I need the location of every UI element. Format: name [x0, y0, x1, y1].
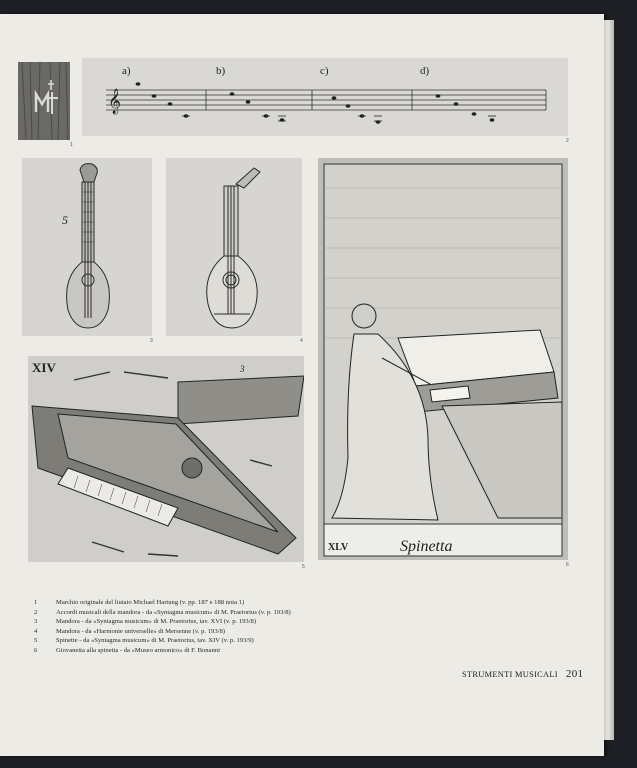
staff-label-b: b)	[216, 65, 226, 77]
fig-number-6: 6	[566, 562, 569, 568]
caption-text: Marchio originale del liutaio Michael Hartung (v. pp. 187 e 188 nota 1)	[56, 599, 245, 606]
caption-item	[34, 646, 494, 656]
caption-text: Mandora - da «Harmonie universelle» di Mersenne (v. p. 193/8)	[56, 627, 225, 635]
mandora-image-1	[22, 158, 152, 336]
staff-label-c: c)	[320, 65, 329, 77]
maker-mark-figure	[18, 62, 70, 140]
fig-number-1: 1	[70, 142, 73, 148]
caption-item	[34, 636, 494, 646]
caption-number: 4	[34, 627, 38, 635]
page-edge	[604, 20, 614, 740]
caption-number: 5	[34, 637, 38, 645]
caption-number: 3	[34, 618, 38, 626]
plate-left-label: XIV	[32, 360, 56, 375]
fig-number-3: 3	[150, 338, 153, 344]
page-number: 201	[565, 668, 584, 680]
caption-text: Spinette - da «Syntagma musicum» di M. Praetorius, tav. XIV (v. p. 193/9)	[56, 637, 254, 645]
caption-text: Accordi musicali della mandora - da «Syntagma musicum» di M. Praetorius (v. p. 193/8)	[56, 608, 291, 616]
staff-label-a: a)	[122, 65, 131, 77]
caption-text: Giovanetta alla spinetta - da «Museo armonico» di F. Bonanni	[56, 646, 220, 654]
page-footer	[462, 668, 583, 680]
caption-item	[34, 617, 494, 627]
caption-item	[34, 598, 494, 608]
caption-number: 2	[34, 608, 38, 616]
plate-right-label: XLV	[328, 542, 349, 553]
staff-image	[82, 58, 568, 136]
caption-text: Mandora - da «Syntagma musicum» di M. Praetorius, tav. XVI (v. p. 193/8)	[56, 618, 257, 626]
fig-number-5: 5	[302, 564, 305, 570]
section-title: STRUMENTI MUSICALI	[462, 670, 558, 679]
fig-number-2: 2	[566, 138, 569, 144]
fig-number-4: 4	[300, 338, 303, 344]
caption-number: 1	[34, 599, 38, 606]
mandora-marker: 5	[62, 213, 68, 227]
caption-list	[34, 598, 494, 656]
caption-item	[34, 627, 494, 637]
mandora-mersenne-figure	[166, 158, 302, 336]
tuning-staff-figure	[82, 58, 568, 136]
staff-label-d: d)	[420, 65, 430, 77]
caption-item	[34, 608, 494, 618]
mandora-praetorius-figure	[22, 158, 152, 336]
maker-mark-image	[18, 62, 70, 140]
spinetta-plate-image	[318, 158, 568, 560]
caption-number: 6	[34, 646, 38, 654]
svg-text:𝄞: 𝄞	[108, 89, 122, 114]
plate-left-marker: 3	[240, 364, 245, 374]
spinetta-plate-xlv-figure	[318, 158, 568, 560]
spinet-plate-xiv-figure	[28, 356, 304, 562]
mandora-image-2	[166, 158, 302, 336]
plate-right-title: Spinetta	[400, 538, 453, 555]
spinet-plate-image	[28, 356, 304, 562]
